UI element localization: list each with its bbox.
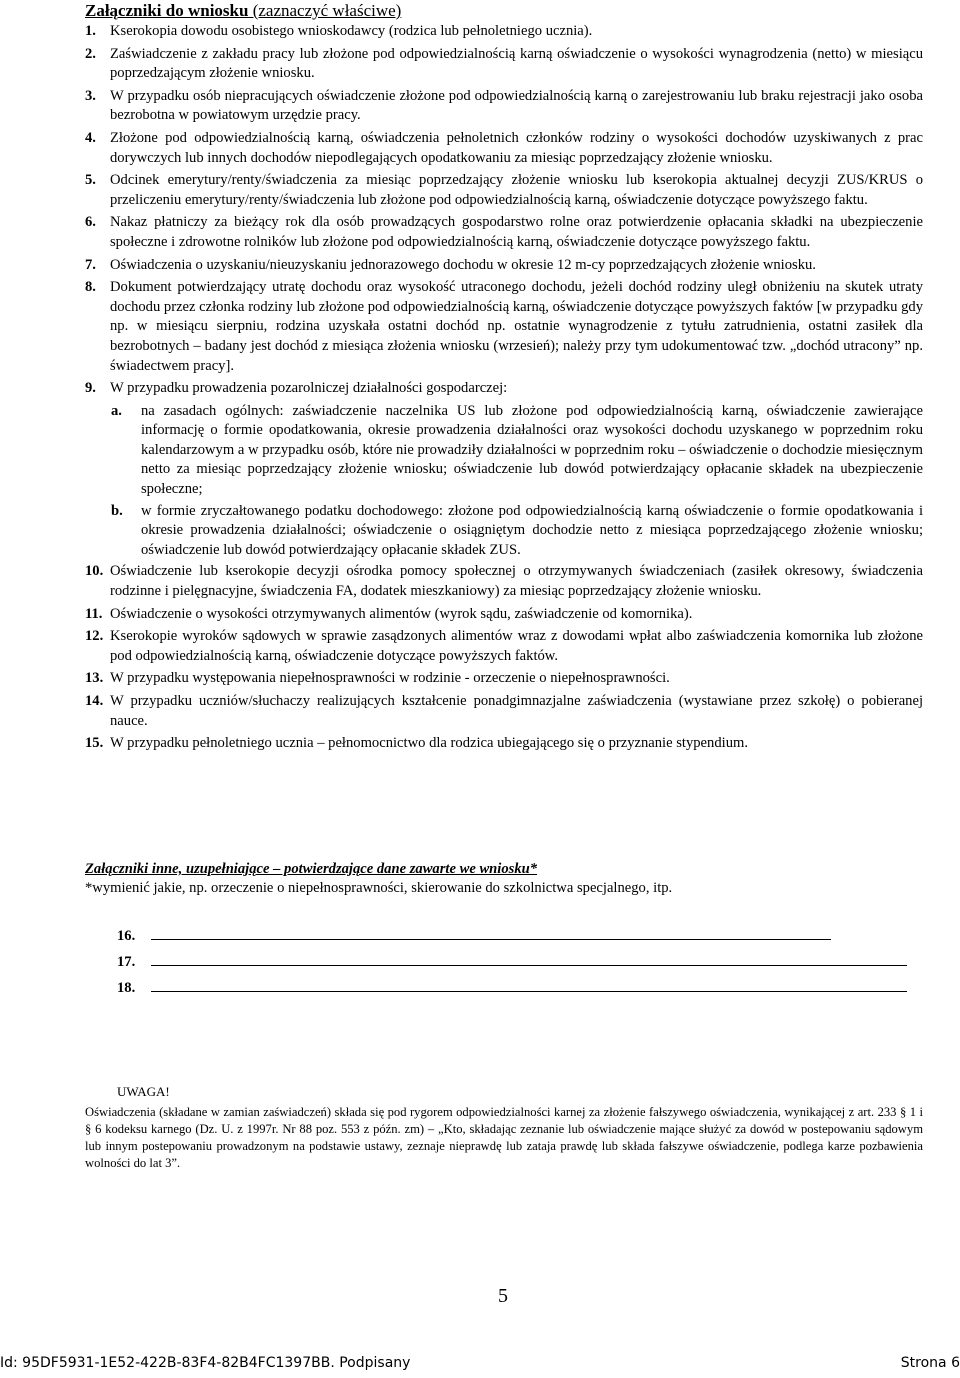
list-item	[85, 627, 923, 666]
item-number: 1.	[85, 23, 96, 39]
list-item	[85, 734, 923, 754]
item-number: 11.	[85, 605, 103, 622]
list-item	[85, 22, 923, 42]
blank-number: 18.	[117, 980, 136, 996]
item-text: Złożone pod odpowiedzialnością karną, oświadczenia pełnoletnich członków rodziny o wysokości dochodów uzyskiwanych z prac dorywczych lub innych dochodów niepodlegających opodatkowaniu za miesiąc poprzedzający złożenie wniosku.	[110, 129, 923, 166]
item-text: W przypadku uczniów/słuchaczy realizujących kształcenie ponadgimnazjalne zaświadczenia (wystawiane przez szkołę) o pobieranej nauce.	[110, 693, 923, 729]
item-number: 15.	[85, 735, 104, 752]
item-text: W przypadku występowania niepełnosprawności w rodzinie - orzeczenie o niepełnosprawności.	[110, 670, 670, 687]
attachments-list	[85, 22, 923, 757]
list-item	[85, 692, 923, 731]
list-item	[85, 256, 923, 276]
document-id-footer: Id: 95DF5931-1E52-422B-83F4-82B4FC1397BB. Podpisany	[0, 1355, 411, 1371]
warning-title: UWAGA!	[117, 1084, 170, 1099]
item-text: Oświadczenie o wysokości otrzymywanych alimentów (wyrok sądu, zaświadczenie od komornika).	[110, 605, 693, 622]
item-number: 10.	[85, 563, 104, 580]
list-item	[85, 669, 923, 689]
item-number: 9.	[85, 380, 96, 397]
list-item	[85, 605, 923, 625]
warning-text: Oświadczenia (składane w zamian zaświadczeń) składa się pod rygorem odpowiedzialności karnej za złożenie fałszywego oświadczenia, wynikającej z art. 233 § 1 i § 6 kodeksu karnego (Dz. U. z 1997r. Nr 88 poz. 553 z późn. zm) – „Kto, składając zeznanie lub oświadczenie mające służyć za dowód w postepowaniu sądowym lub innym postepowaniu prowadzonym na podstawie ustawy, zeznaje nieprawdę lub zataja prawdę lub składa fałszywe oświadczenie, podlega karze pozbawienia wolności do lat 3”.	[85, 1105, 923, 1170]
attachments-heading	[85, 0, 401, 22]
item-number: 13.	[85, 670, 104, 687]
item-number: 6.	[85, 214, 96, 231]
list-item	[85, 87, 923, 126]
item-number: 8.	[85, 279, 96, 296]
sub-list-item	[85, 502, 923, 561]
blank-line-17	[117, 954, 907, 971]
other-attachments-section	[85, 860, 923, 898]
list-item	[85, 278, 923, 376]
blank-line-16	[117, 928, 831, 945]
blank-line-18	[117, 980, 907, 997]
item-text: Dokument potwierdzający utratę dochodu oraz wysokość utraconego dochodu, jeżeli dochód rodziny uległ obniżeniu na skutek utraty dochodu przez członka rodziny lub złożone pod odpowiedzialnością karną, oświadczenie dotyczące powyższych faktów [w przypadku gdy np. w miesiącu sierpniu, rodzina uzyskała ostatni dochód np. ostatnie wynagrodzenie z tytułu zatrudnienia, ostatni zasiłek dla bezrobotnych – badany jest dochód z miesiąca złożenia wniosku (wrzesień); należy przy tym udokumentować tzw. „dochód utracony” np. świadectwem pracy].	[110, 279, 923, 374]
sub-item-letter: a.	[111, 402, 122, 419]
list-item	[85, 562, 923, 601]
sub-item-letter: b.	[111, 502, 123, 519]
fill-in-line	[151, 938, 831, 940]
item-number: 2.	[85, 45, 96, 62]
item-text: W przypadku pełnoletniego ucznia – pełnomocnictwo dla rodzica ubiegającego się o przyznanie stypendium.	[110, 735, 748, 752]
page-number: 5	[498, 1285, 508, 1307]
item-text: Odcinek emerytury/renty/świadczenia za miesiąc poprzedzający złożenie wniosku lub kserokopia aktualnej decyzji ZUS/KRUS o przeliczeniu emerytury/renty/świadczenia lub złożone pod odpowiedzialnością karną, oświadczenie dotyczące powyższego faktu.	[110, 172, 923, 208]
fill-in-line	[151, 964, 907, 966]
item-text: Nakaz płatniczy za bieżący rok dla osób prowadzących gospodarstwo rolne oraz potwierdzenie opłacania składki na ubezpieczenie społeczne i zdrowotne rolników lub złożone pod odpowiedzialnością karną, oświadczenie dotyczące powyższego faktu.	[110, 214, 923, 250]
list-item	[85, 171, 923, 210]
blank-number: 16.	[117, 928, 136, 944]
item-number: 3.	[85, 87, 96, 104]
list-item	[85, 129, 923, 168]
item-number: 4.	[85, 129, 96, 146]
list-item	[85, 45, 923, 84]
item-text: Kserokopie wyroków sądowych w sprawie zasądzonych alimentów wraz z dowodami wpłat albo zaświadczenia komornika lub złożone pod odpowiedzialnością karną, oświadczenie dotyczące powyższych faktów.	[110, 628, 923, 664]
item-number: 14.	[85, 693, 104, 709]
other-attachments-title: Załączniki inne, uzupełniające – potwierdzające dane zawarte we wniosku*	[85, 861, 538, 877]
item-number: 5.	[85, 172, 96, 189]
sub-item-text: w formie zryczałtowanego podatku dochodowego: złożone pod odpowiedzialnością karną oświadczenie o formie opodatkowania i okresie prowadzenia działalności; oświadczenie o osiągniętym dochodzie netto z miesiąca poprzedzającego złożenie wniosku; oświadczenie lub dowód potwierdzający opłacanie składek ZUS.	[141, 502, 923, 558]
other-attachments-note: *wymienić jakie, np. orzeczenie o niepełnosprawności, skierowanie do szkolnictwa specjalnego, itp.	[85, 880, 673, 896]
item-text: W przypadku prowadzenia pozarolniczej działalności gospodarczej:	[110, 380, 508, 397]
item-text: Oświadczenia o uzyskaniu/nieuzyskaniu jednorazowego dochodu w okresie 12 m-cy poprzedzających złożenie wniosku.	[110, 256, 816, 273]
list-item	[85, 379, 923, 399]
item-text: Zaświadczenie z zakładu pracy lub złożone pod odpowiedzialnością karną oświadczenie o wysokości wynagrodzenia (netto) w miesiącu poprzedzającym złożenie wniosku.	[110, 45, 923, 82]
item-text: Kserokopia dowodu osobistego wnioskodawcy (rodzica lub pełnoletniego ucznia).	[110, 23, 593, 39]
fill-in-line	[151, 990, 907, 992]
item-text: Oświadczenie lub kserokopie decyzji ośrodka pomocy społecznej o otrzymywanych świadczeniach (zasiłek okresowy, świadczenia rodzinne i pielęgnacyjne, świadczenia FA, dodatek mieszkaniowy) za miesiąc poprzedzający złożenie wniosku.	[110, 563, 923, 600]
sub-list-item	[85, 402, 923, 500]
item-number: 7.	[85, 256, 96, 273]
item-text: W przypadku osób niepracujących oświadczenie złożone pod odpowiedzialnością karną o zarejestrowaniu lub braku rejestracji jako osoba bezrobotna w powiatowym urzędzie pracy.	[110, 87, 923, 124]
heading-bold: Załączniki do wniosku	[85, 1, 249, 20]
list-item	[85, 213, 923, 252]
item-number: 12.	[85, 628, 104, 645]
sub-item-text: na zasadach ogólnych: zaświadczenie naczelnika US lub złożone pod odpowiedzialnością karną, oświadczenie zawierające informację o formie opodatkowania, okresie prowadzenia działalności oraz wysokości dochodu uzyskanego w poprzednim roku kalendarzowym a w przypadku osób, które nie prowadziły działalności w poprzednim roku – oświadczenie o dochodzie miesięcznym netto za miesiąc poprzedzający złożenie wniosku; oświadczenie lub dowód potwierdzający opłacanie składek na ubezpieczenie społeczne;	[141, 402, 923, 498]
blank-number: 17.	[117, 954, 136, 970]
page-counter-footer: Strona 6	[900, 1355, 960, 1371]
heading-note: (zaznaczyć właściwe)	[248, 1, 402, 20]
